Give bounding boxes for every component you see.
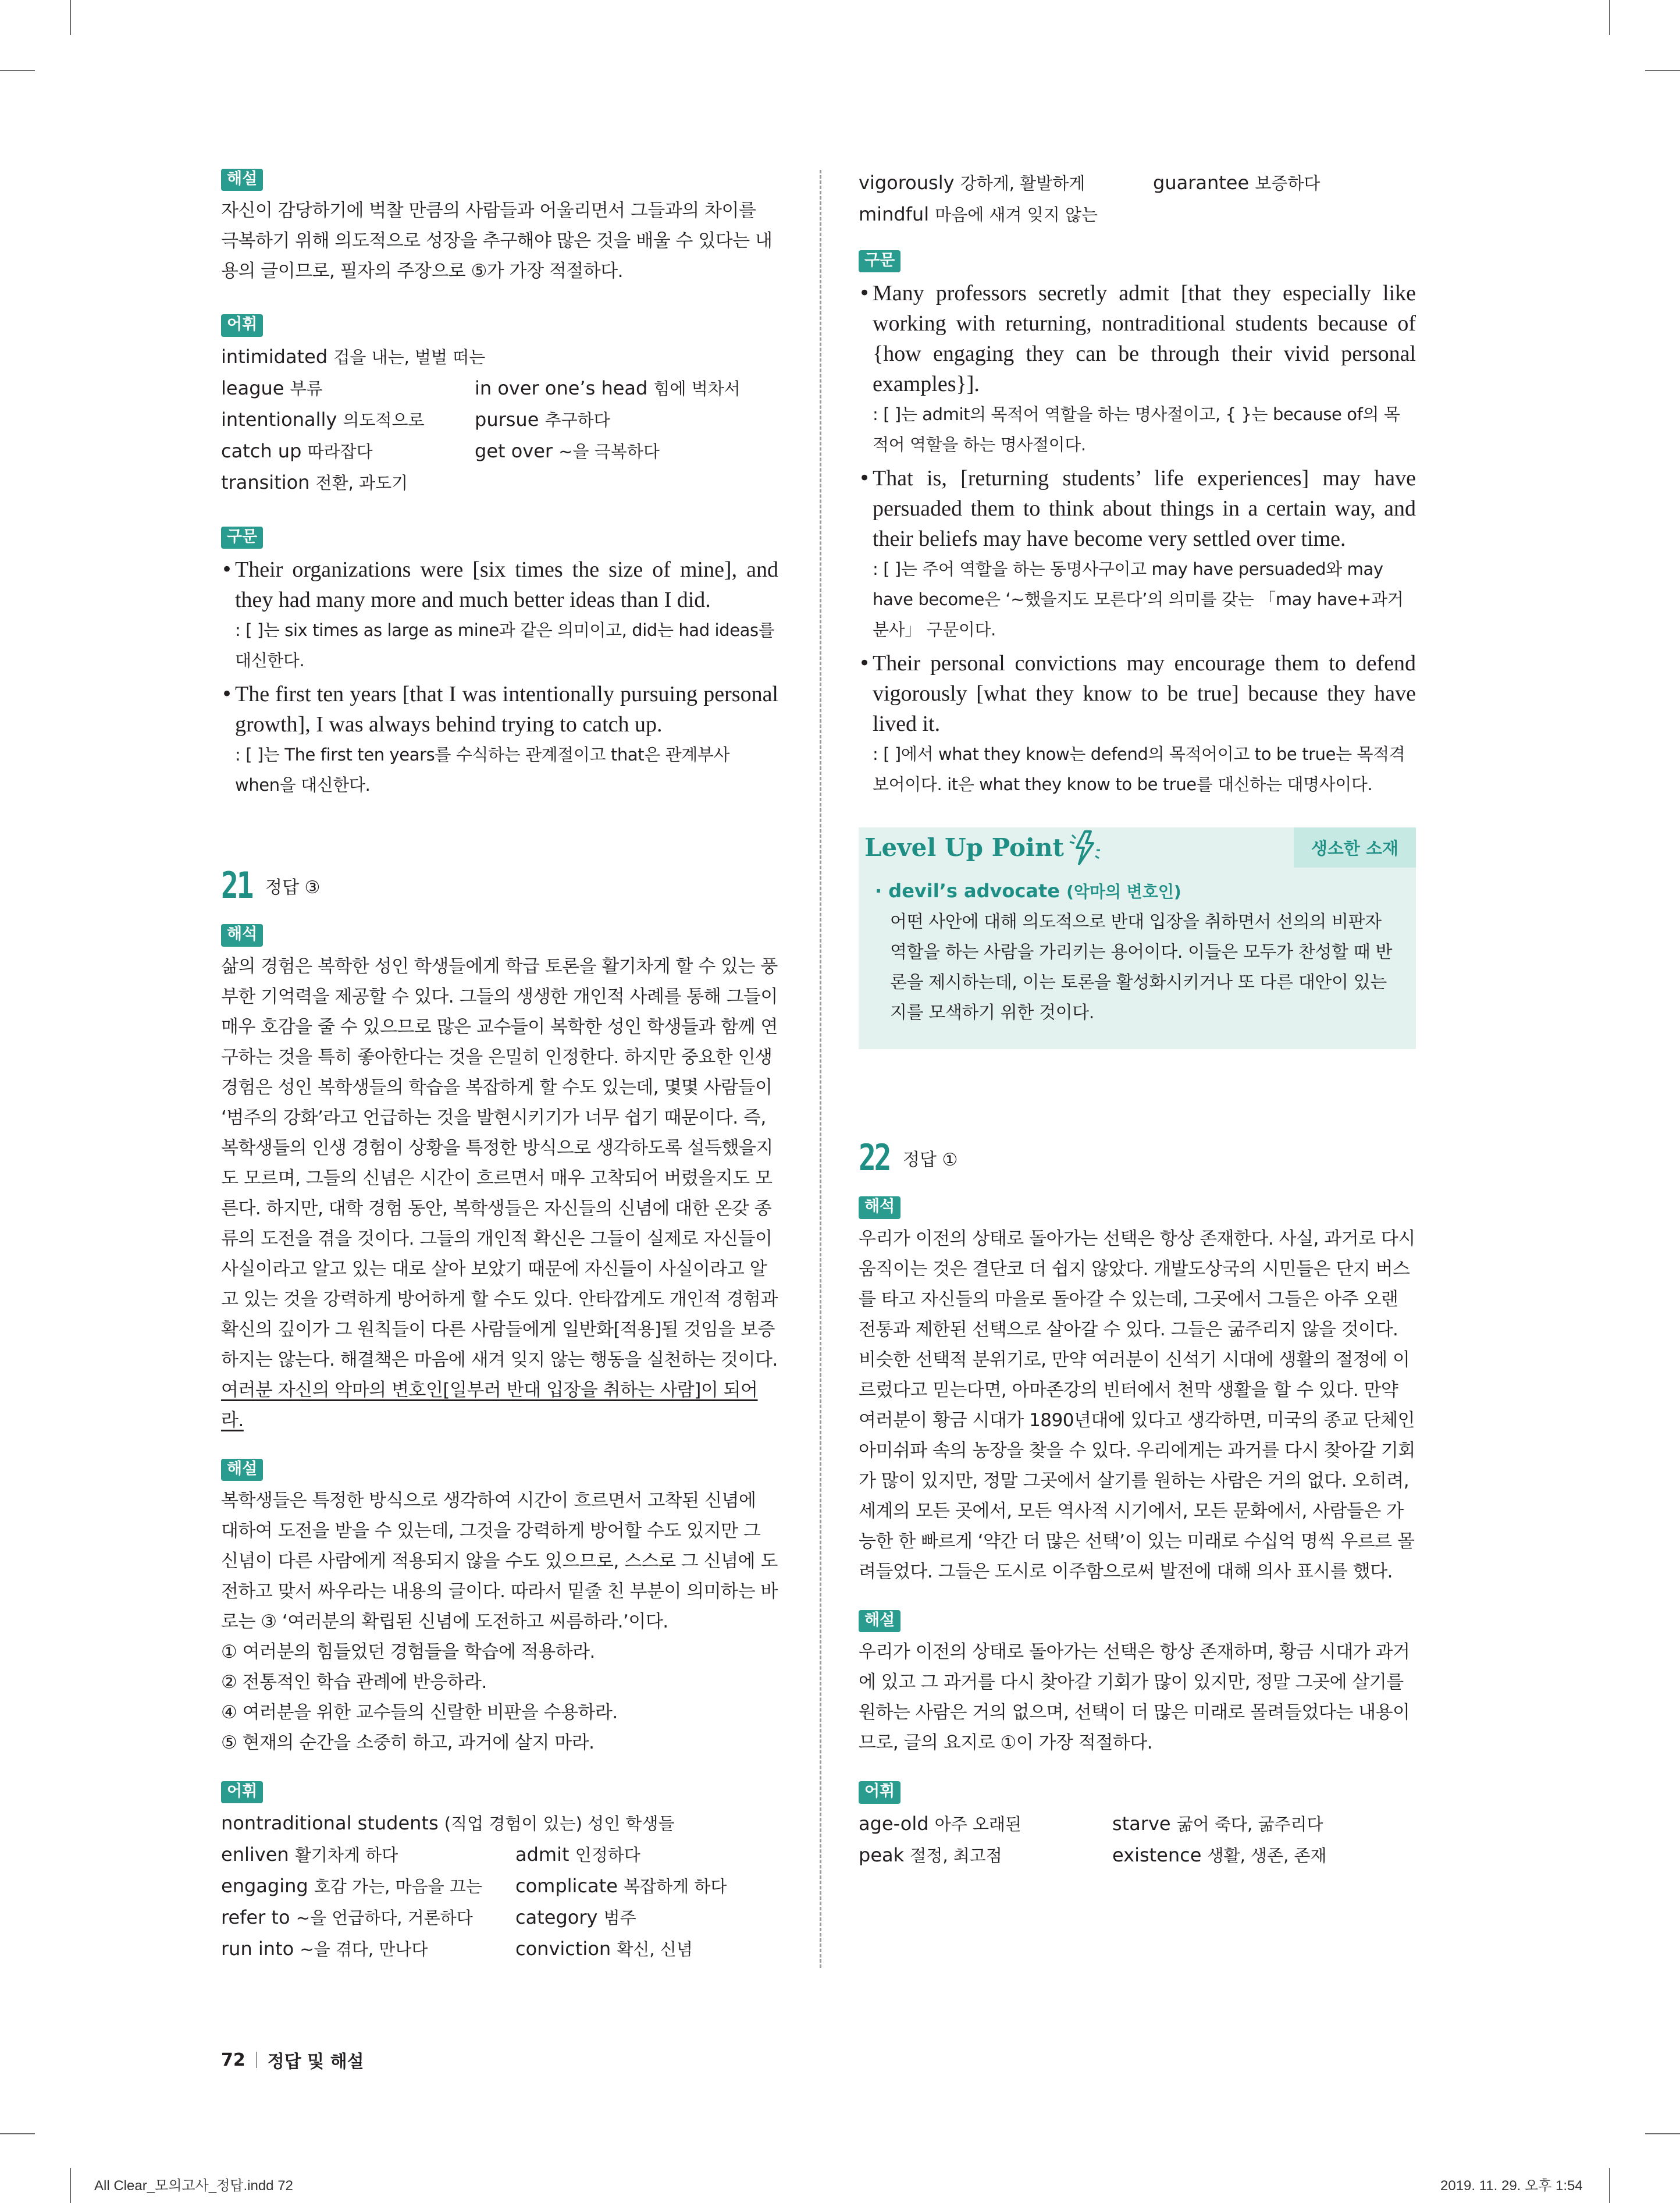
syntax-note: : [ ]에서 what they know는 defend의 목적어이고 to be true는 목적격 보어이다. it은 what they know to be true를 대신하는 대명사이다. (873, 744, 1405, 795)
vocab-row: run into ~을 겪다, 만나다 conviction 확신, 신념 (221, 1938, 693, 1960)
syntax-item: • Many professors secretly admit [that they especially like working with returning, nontraditional students because of {how engaging they can be through their vivid personal examples}]. : [ ]는 admit의 목적어 역할을 하는 명사절이고, { }는 because of의 목적어 역할을 하는 명사절이다. (859, 278, 1416, 460)
level-up-term: · devil’s advocate (악마의 변호인) (875, 880, 1181, 902)
syntax-note: : [ ]는 The first ten years를 수식하는 관계절이고 that은 관계부사 when을 대신한다. (235, 745, 730, 795)
translation-section (221, 924, 778, 1435)
vocab-section (221, 1781, 778, 1965)
option-list (221, 1637, 778, 1758)
explanation-tag: 해설 (221, 169, 263, 191)
explanation-section (221, 1459, 778, 1758)
vocab-tag: 어휘 (221, 1781, 263, 1803)
option-item: ⑤ 현재의 순간을 소중히 하고, 과거에 살지 마라. (221, 1732, 595, 1753)
syntax-sentence: Their personal convictions may encourage them to defend vigorously [what they know to be true] because they have lived it. (873, 651, 1416, 737)
vocab-list (221, 342, 778, 499)
vocab-row: intentionally 의도적으로 pursue 추구하다 (221, 408, 610, 431)
answer-label: 정답 ③ (265, 877, 321, 898)
print-slug-file: All Clear_모의고사_정답.indd 72 (94, 2178, 293, 2194)
crop-mark (0, 70, 35, 71)
explanation-text: 복학생들은 특정한 방식으로 생각하여 시간이 흐르면서 고착된 신념에 대하여 도전을 받을 수 있는데, 그것을 강력하게 방어할 수도 있지만 그 신념이 다른 사람에게 적용되지 않을 수도 있으므로, 스스로 그 신념에 도전하고 맞서 싸우라는 내용의 글이다. 따라서 밑줄 친 부분이 의미하는 바로는 ③ ‘여러분의 확립된 신념에 도전하고 씨름하라.’이다. (221, 1490, 778, 1632)
syntax-sentence: Their organizations were [six times the size of mine], and they had many more and much better ideas than I did. (235, 557, 778, 613)
syntax-item: • Their personal convictions may encourage them to defend vigorously [what they know to be true] because they have lived it. : [ ]에서 what they know는 defend의 목적어이고 to be true는 목적격 보어이다. it은 what they know to be true를 대신하는 대명사이다. (859, 648, 1416, 800)
footer-separator (256, 2052, 257, 2068)
question-header-21 (221, 864, 778, 907)
vocab-row: nontraditional students (직업 경험이 있는) 성인 학생들 (221, 1812, 675, 1835)
translation-tag: 해석 (859, 1196, 900, 1218)
vocab-row: engaging 호감 가는, 마음을 끄는 complicate 복잡하게 하다 (221, 1875, 727, 1898)
option-item: ② 전통적인 학습 관례에 반응하라. (221, 1671, 487, 1693)
crop-mark (1609, 0, 1610, 35)
level-up-text: 어떤 사안에 대해 의도적으로 반대 입장을 취하면서 선의의 비판자 역할을 하는 사람을 가리키는 용어이다. 이들은 모두가 찬성할 때 반론을 제시하는데, 이는 토론을 활성화시키거나 또 다른 대안이 있는지를 모색하기 위한 것이다. (890, 912, 1393, 1024)
vocab-row: league 부류 in over one’s head 힘에 벅차서 (221, 376, 741, 399)
syntax-note: : [ ]는 six times as large as mine과 같은 의미이고, did는 had ideas를 대신한다. (235, 620, 775, 671)
syntax-sentence: The first ten years [that I was intentionally pursuing personal growth], I was always behind trying to catch up. (235, 682, 778, 737)
syntax-section (221, 527, 778, 800)
vocab-row: peak 절정, 최고점 existence 생활, 생존, 존재 (859, 1843, 1327, 1866)
page-number: 72 (221, 2049, 245, 2070)
syntax-item: • Their organizations were [six times the size of mine], and they had many more and much better ideas than I did. : [ ]는 six times as large as mine과 같은 의미이고, did는 had ideas를 대신한다. (221, 555, 778, 676)
explanation-section (221, 169, 778, 286)
question-number: 21 (221, 864, 252, 907)
syntax-sentence: Many professors secretly admit [that they especially like working with returning, nontraditional students because of {how engaging they can be through their vivid personal examples}]. (873, 281, 1416, 397)
option-item: ④ 여러분을 위한 교수들의 신랄한 비판을 수용하라. (221, 1701, 618, 1723)
syntax-tag: 구문 (859, 250, 900, 272)
vocab-row: age-old 아주 오래된 starve 굶어 죽다, 굶주리다 (859, 1812, 1323, 1835)
syntax-sentence: That is, [returning students’ life experiences] may have persuaded them to think about things in a certain way, and their beliefs may have become very settled over time. (873, 466, 1416, 552)
translation-section (859, 1196, 1416, 1586)
vocab-tag: 어휘 (859, 1781, 900, 1803)
answer-label: 정답 ① (903, 1149, 958, 1170)
print-slug-date: 2019. 11. 29. 오후 1:54 (1440, 2178, 1583, 2194)
vocab-row: catch up 따라잡다 get over ~을 극복하다 (221, 439, 660, 462)
explanation-text: 우리가 이전의 상태로 돌아가는 선택은 항상 존재하며, 황금 시대가 과거에 있고 그 과거를 다시 찾아갈 기회가 많이 있지만, 정말 그곳에 살기를 원하는 사람은 거의 없으며, 선택이 더 많은 미래로 몰려들었다는 내용이므로, 글의 요지로 ①이 가장 적절하다. (859, 1641, 1410, 1754)
crop-mark (70, 0, 71, 35)
translation-text: 삶의 경험은 복학한 성인 학생들에게 학급 토론을 활기차게 할 수 있는 풍부한 기억력을 제공할 수 있다. 그들의 생생한 개인적 사례를 통해 그들이 매우 호감을 줄 수 있으므로 많은 교수들이 복학한 성인 학생들과 함께 연구하는 것을 특히 좋아한다는 것을 은밀히 인정한다. 하지만 중요한 인생 경험은 성인 복학생들의 학습을 복잡하게 할 수도 있는데, 몇몇 사람들이 ‘범주의 강화’라고 언급하는 것을 발현시키기가 너무 쉽기 때문이다. 즉, 복학생들의 인생 경험이 상황을 특정한 방식으로 생각하도록 설득했을지도 모르며, 그들의 신념은 시간이 흐르면서 매우 고착되어 버렸을지도 모른다. 하지만, 대학 경험 동안, 복학생들은 자신들의 신념에 대한 온갖 종류의 도전을 겪을 것이다. 그들의 개인적 확신은 그들이 실제로 자신들이 사실이라고 알고 있는 대로 살아 보았기 때문에 자신들이 사실이라고 알고 있는 것을 강력하게 방어하게 할 수도 있다. 안타깝게도 개인적 경험과 확신의 깊이가 그 원칙들이 다른 사람들에게 일반화[적용]될 것임을 보증하지는 않는다. 해결책은 마음에 새겨 잊지 않는 행동을 실천하는 것이다. 여러분 자신의 악마의 변호인[일부러 반대 입장을 취하는 사람]이 되어라. (221, 955, 778, 1431)
crop-mark (70, 2168, 71, 2203)
lightning-icon (1067, 829, 1101, 866)
vocab-section (221, 314, 778, 498)
vocab-row: enliven 활기차게 하다 admit 인정하다 (221, 1843, 640, 1866)
syntax-item: • That is, [returning students’ life experiences] may have persuaded them to think about things in a certain way, and their beliefs may have become very settled over time. : [ ]는 주어 역할을 하는 동명사구이고 may have persuaded와 may have become은 ‘~했을지도 모른다’의 의미를 갖는 「may have+과거분사」 구문이다. (859, 463, 1416, 645)
crop-mark (0, 2133, 35, 2134)
page-footer (221, 2047, 364, 2073)
crop-mark (1645, 70, 1680, 71)
vocab-row: refer to ~을 언급하다, 거론하다 category 범주 (221, 1906, 636, 1929)
level-up-header (859, 827, 1416, 868)
question-number: 22 (859, 1136, 890, 1179)
vocab-section (859, 1781, 1416, 1871)
explanation-tag: 해설 (859, 1610, 900, 1632)
vocab-tag: 어휘 (221, 314, 263, 336)
syntax-tag: 구문 (221, 527, 263, 549)
vocab-list (221, 1808, 778, 1965)
section-title: 정답 및 해설 (267, 2052, 364, 2072)
translation-tag: 해석 (221, 924, 263, 946)
left-column (221, 169, 778, 1993)
vocab-continued (859, 168, 1416, 230)
level-up-point-box (859, 827, 1416, 1049)
syntax-section (859, 250, 1416, 800)
explanation-section (859, 1610, 1416, 1758)
vocab-row: mindful 마음에 새겨 잊지 않는 (859, 203, 1098, 225)
crop-mark (1645, 2133, 1680, 2134)
right-column (859, 168, 1416, 1899)
syntax-item: • The first ten years [that I was intentionally pursuing personal growth], I was always behind trying to catch up. : [ ]는 The first ten years를 수식하는 관계절이고 that은 관계부사 when을 대신한다. (221, 679, 778, 800)
question-header-22 (859, 1136, 1416, 1179)
vocab-row: intimidated 겁을 내는, 벌벌 떠는 (221, 345, 486, 368)
explanation-text: 자신이 감당하기에 벅찰 만큼의 사람들과 어울리면서 그들과의 차이를 극복하기 위해 의도적으로 성장을 추구해야 많은 것을 배울 수 있다는 내용의 글이므로, 필자의 주장으로 ⑤가 가장 적절하다. (221, 200, 773, 282)
underlined-phrase: 여러분 자신의 악마의 변호인[일부러 반대 입장을 취하는 사람]이 되어라. (221, 1379, 758, 1431)
level-up-title: Level Up Point (864, 829, 1101, 866)
syntax-note: : [ ]는 admit의 목적어 역할을 하는 명사절이고, { }는 because of의 목적어 역할을 하는 명사절이다. (873, 404, 1400, 455)
column-divider (820, 170, 821, 1968)
syntax-note: : [ ]는 주어 역할을 하는 동명사구이고 may have persuaded와 may have become은 ‘~했을지도 모른다’의 의미를 갖는 「may have+과거분사」 구문이다. (873, 559, 1404, 640)
vocab-row: transition 전환, 과도기 (221, 471, 408, 493)
level-up-tag: 생소한 소재 (1294, 827, 1416, 868)
explanation-tag: 해설 (221, 1459, 263, 1481)
vocab-list (859, 1808, 1416, 1871)
option-item: ① 여러분의 힘들었던 경험들을 학습에 적용하라. (221, 1641, 595, 1662)
vocab-list (859, 168, 1416, 230)
vocab-row: vigorously 강하게, 활발하게 guarantee 보증하다 (859, 172, 1320, 194)
crop-mark (1609, 2168, 1610, 2203)
translation-text: 우리가 이전의 상태로 돌아가는 선택은 항상 존재한다. 사실, 과거로 다시 움직이는 것은 결단코 더 쉽지 않았다. 개발도상국의 시민들은 단지 버스를 타고 자신들의 마을로 돌아갈 수 있는데, 그곳에서 그들은 아주 오랜 전통과 제한된 선택으로 살아갈 수 있다. 그들은 굶주리지 않을 것이다. 비슷한 선택적 분위기로, 만약 여러분이 신석기 시대에 생활의 절정에 이르렀다고 믿는다면, 아마존강의 빈터에서 천막 생활을 할 수 있다. 만약 여러분이 황금 시대가 1890년대에 있다고 생각하면, 미국의 종교 단체인 아미쉬파 속의 농장을 찾을 수 있다. 우리에게는 과거를 다시 찾아갈 기회가 많이 있지만, 정말 그곳에서 살기를 원하는 사람은 거의 없다. 오히려, 세계의 모든 곳에서, 모든 역사적 시기에서, 모든 문화에서, 사람들은 가능한 한 빠르게 ‘약간 더 많은 선택’이 있는 미래로 수십억 명씩 우르르 몰려들었다. 그들은 도시로 이주함으로써 발전에 대해 의사 표시를 했다. (859, 1228, 1415, 1582)
